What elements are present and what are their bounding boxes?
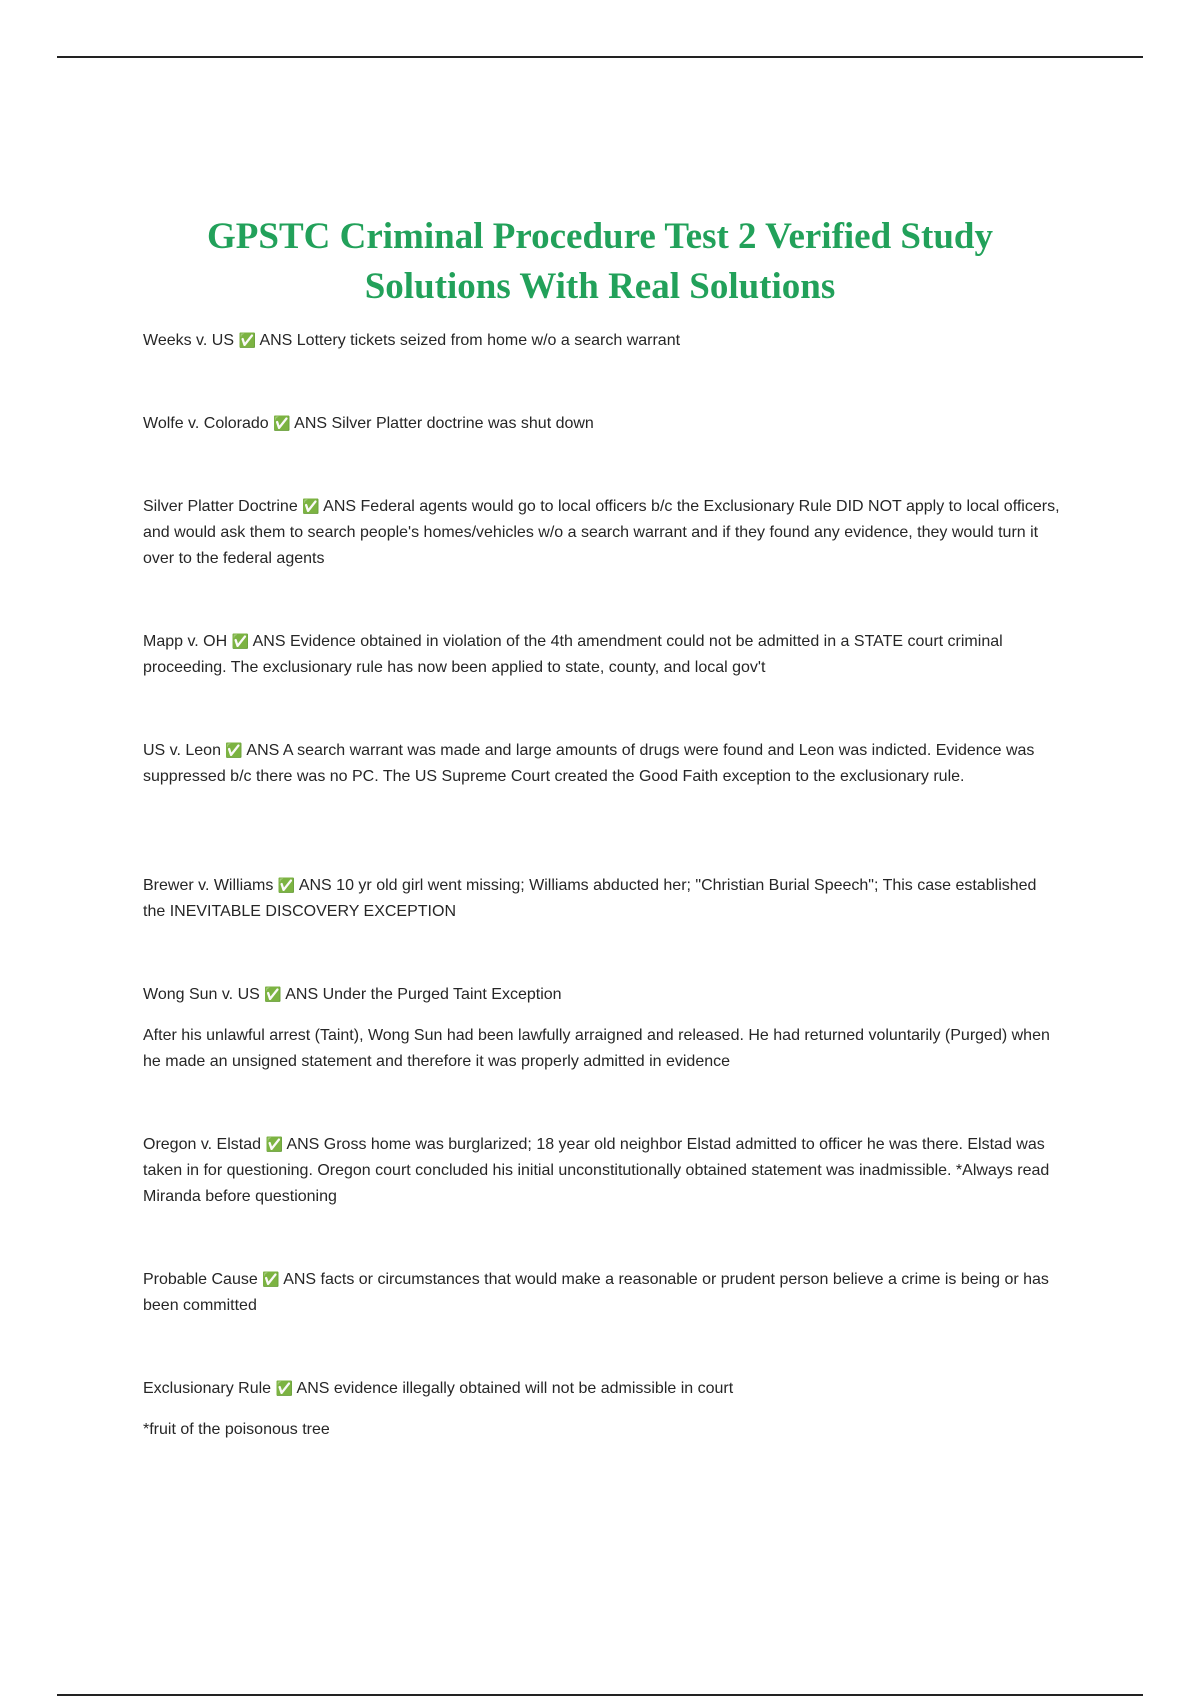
qa-term: Weeks v. US [143, 332, 234, 349]
qa-entry-weeks-v-us [143, 327, 1063, 354]
check-mark-icon: ✅ [264, 986, 282, 1002]
qa-answer: ANS 10 yr old girl went missing; Williams abducted her; "Christian Burial Speech"; This case established the INEVITABLE DISCOVERY EXCEPTION [143, 877, 1037, 920]
qa-term: Exclusionary Rule [143, 1380, 272, 1397]
qa-answer: ANS evidence illegally obtained will not be admissible in court [296, 1380, 734, 1397]
check-mark-icon: ✅ [231, 633, 250, 649]
qa-term: US v. Leon [143, 742, 221, 759]
qa-line [143, 1131, 1063, 1210]
qa-line [143, 981, 1063, 1008]
check-mark-icon: ✅ [302, 498, 320, 514]
qa-line [143, 872, 1063, 925]
qa-term: Silver Platter Doctrine [143, 498, 298, 515]
qa-entry-exclusionary-rule [143, 1375, 1063, 1443]
qa-term: Mapp v. OH [143, 633, 228, 650]
qa-extra: *fruit of the poisonous tree [143, 1421, 330, 1438]
qa-line [143, 1375, 1063, 1402]
check-mark-icon: ✅ [273, 415, 291, 431]
qa-answer: ANS Lottery tickets seized from home w/o a search warrant [259, 332, 681, 349]
qa-answer: ANS Evidence obtained in violation of the 4th amendment could not be admitted in a STATE court criminal proceeding. The exclusionary rule has now been applied to state, county, and local gov't [143, 633, 1003, 676]
qa-line [143, 327, 1063, 354]
check-mark-icon: ✅ [265, 1136, 283, 1152]
qa-answer: ANS Gross home was burglarized; 18 year old neighbor Elstad admitted to officer he was there. Elstad was taken in for questioning. Oregon court concluded his initial unconstitutionally obtained statement was inadmissible. *Always read Miranda before questioning [143, 1136, 1050, 1205]
qa-entry-wolfe-v-colorado [143, 410, 1063, 437]
qa-answer: ANS facts or circumstances that would make a reasonable or prudent person believe a crime is being or has been committed [143, 1271, 1049, 1314]
qa-entry-us-v-leon [143, 737, 1063, 790]
qa-entry-brewer-v-williams [143, 872, 1063, 925]
qa-line [143, 410, 1063, 437]
qa-answer: ANS A search warrant was made and large amounts of drugs were found and Leon was indicted. Evidence was suppressed b/c there was no PC. The US Supreme Court created the Good Faith exception to the exclusionary rule. [143, 742, 1035, 785]
qa-line [143, 737, 1063, 790]
bottom-rule [57, 1694, 1143, 1696]
qa-entry-oregon-v-elstad [143, 1131, 1063, 1210]
qa-extra: After his unlawful arrest (Taint), Wong Sun had been lawfully arraigned and released. He had returned voluntarily (Purged) when he made an unsigned statement and therefore it was properly admitted in evidence [143, 1027, 1050, 1070]
qa-answer: ANS Silver Platter doctrine was shut down [294, 415, 594, 432]
qa-line [143, 1266, 1063, 1319]
qa-answer: ANS Under the Purged Taint Exception [285, 986, 562, 1003]
check-mark-icon: ✅ [262, 1271, 280, 1287]
qa-entry-wong-sun-v-us [143, 981, 1063, 1075]
qa-line [143, 628, 1063, 681]
qa-term: Wong Sun v. US [143, 986, 260, 1003]
document-title [140, 212, 1060, 312]
check-mark-icon: ✅ [225, 742, 243, 758]
title-line-2: Solutions With Real Solutions [364, 266, 836, 307]
qa-answer: ANS Federal agents would go to local officers b/c the Exclusionary Rule DID NOT apply to local officers, and would ask them to search people's homes/vehicles w/o a search warrant and if they found any evidence, they would turn it over to the federal agents [143, 498, 1060, 567]
qa-entry-silver-platter-doctrine [143, 493, 1063, 572]
check-mark-icon: ✅ [277, 877, 296, 893]
qa-term: Probable Cause [143, 1271, 258, 1288]
top-rule [57, 56, 1143, 58]
qa-term: Brewer v. Williams [143, 877, 274, 894]
qa-term: Oregon v. Elstad [143, 1136, 261, 1153]
qa-entry-mapp-v-oh [143, 628, 1063, 681]
check-mark-icon: ✅ [275, 1380, 293, 1396]
qa-term: Wolfe v. Colorado [143, 415, 269, 432]
qa-line [143, 493, 1063, 572]
check-mark-icon: ✅ [238, 332, 256, 348]
qa-entry-probable-cause [143, 1266, 1063, 1319]
title-line-1: GPSTC Criminal Procedure Test 2 Verified Study [207, 216, 993, 257]
